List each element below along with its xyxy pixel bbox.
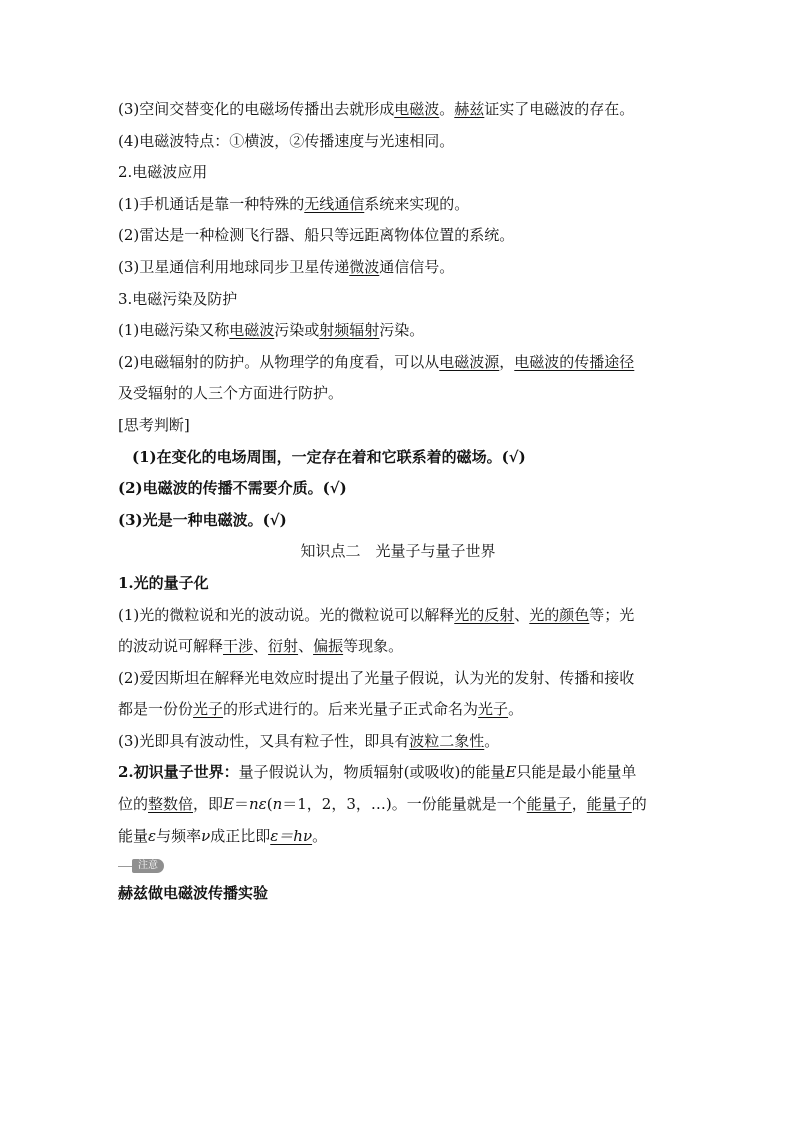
answer-blank: 衍射: [268, 637, 299, 656]
section-heading-application: 2.电磁波应用: [118, 163, 208, 182]
para-k2-b1: (2)爱因斯坦在解释光电效应时提出了光量子假说，认为光的发射、传播和接收: [118, 668, 635, 687]
para-k2-a1: (1)光的微粒说和光的波动说。光的微粒说可以解释光的反射、光的颜色等；光: [118, 605, 635, 624]
answer-blank: 光子: [478, 700, 509, 719]
answer-blank: ε＝hν: [270, 826, 313, 845]
section-heading-quantization: 1.光的量子化: [118, 573, 209, 592]
note-marker: [118, 856, 678, 876]
para-k2-d3: 能量ε与频率ν成正比即ε＝hν。: [118, 826, 328, 845]
para-s1-p4: (4)电磁波特点：①横波，②传播速度与光速相同。: [118, 131, 455, 150]
answer-blank: 光子: [193, 700, 224, 719]
note-badge: 注意: [132, 859, 164, 873]
para-k2-b2: 都是一份份光子的形式进行的。后来光量子正式命名为光子。: [118, 700, 524, 719]
answer-blank: 光的颜色: [529, 605, 590, 624]
para-s1-p3: (3)空间交替变化的电磁场传播出去就形成电磁波。赫兹证实了电磁波的存在。: [118, 100, 635, 118]
para-s3-p2b: 及受辐射的人三个方面进行防护。: [118, 384, 344, 403]
answer-blank: 能量子: [526, 795, 572, 814]
answer-blank: 微波: [349, 257, 380, 276]
document-page: [118, 94, 678, 908]
para-k2-a2: 的波动说可解释干涉、衍射、偏振等现象。: [118, 637, 404, 656]
judge-q1: (1)在变化的电场周围，一定存在着和它联系着的磁场。(√): [132, 447, 526, 466]
judge-q3: (3)光是一种电磁波。(√): [118, 510, 287, 529]
answer-blank: 整数倍: [148, 795, 194, 814]
para-s3-p2a: (2)电磁辐射的防护。从物理学的角度看，可以从电磁波源，电磁波的传播途径: [118, 352, 635, 371]
section-heading-pollution: 3.电磁污染及防护: [118, 289, 238, 308]
para-k2-d2: 位的整数倍，即E＝nε(n＝1，2，3，…)。一份能量就是一个能量子，能量子的: [118, 795, 647, 814]
para-s2-p3: (3)卫星通信利用地球同步卫星传递微波通信信号。: [118, 257, 455, 276]
answer-blank: 偏振: [313, 637, 344, 656]
answer-blank: 电磁波: [229, 321, 275, 340]
judge-heading: [思考判断]: [118, 415, 190, 434]
answer-blank: 光的反射: [454, 605, 515, 624]
answer-blank: 赫兹: [454, 100, 485, 118]
answer-blank: 波粒二象性: [409, 731, 485, 750]
para-k2-c1: (3)光即具有波动性，又具有粒子性，即具有波粒二象性。: [118, 731, 500, 750]
answer-blank: 能量子: [586, 795, 632, 814]
para-s3-p1: (1)电磁污染又称电磁波污染或射频辐射污染。: [118, 321, 425, 340]
answer-blank: 射频辐射: [319, 321, 380, 340]
answer-blank: 电磁波源: [439, 352, 500, 371]
answer-blank: 干涉: [223, 637, 254, 656]
para-s2-p1: (1)手机通话是靠一种特殊的无线通信系统来实现的。: [118, 194, 470, 213]
knowledge-point-title: 知识点二 光量子与量子世界: [300, 542, 496, 561]
para-k2-d1: 2.初识量子世界：量子假说认为，物质辐射(或吸收)的能量E只能是最小能量单: [118, 763, 637, 782]
judge-q2: (2)电磁波的传播不需要介质。(√): [118, 479, 347, 498]
para-s2-p2: (2)雷达是一种检测飞行器、船只等远距离物体位置的系统。: [118, 226, 515, 245]
answer-blank: 电磁波: [394, 100, 440, 118]
note-dash: [118, 866, 132, 867]
note-title: 赫兹做电磁波传播实验: [118, 884, 269, 903]
answer-blank: 电磁波的传播途径: [514, 352, 635, 371]
answer-blank: 无线通信: [304, 194, 365, 213]
